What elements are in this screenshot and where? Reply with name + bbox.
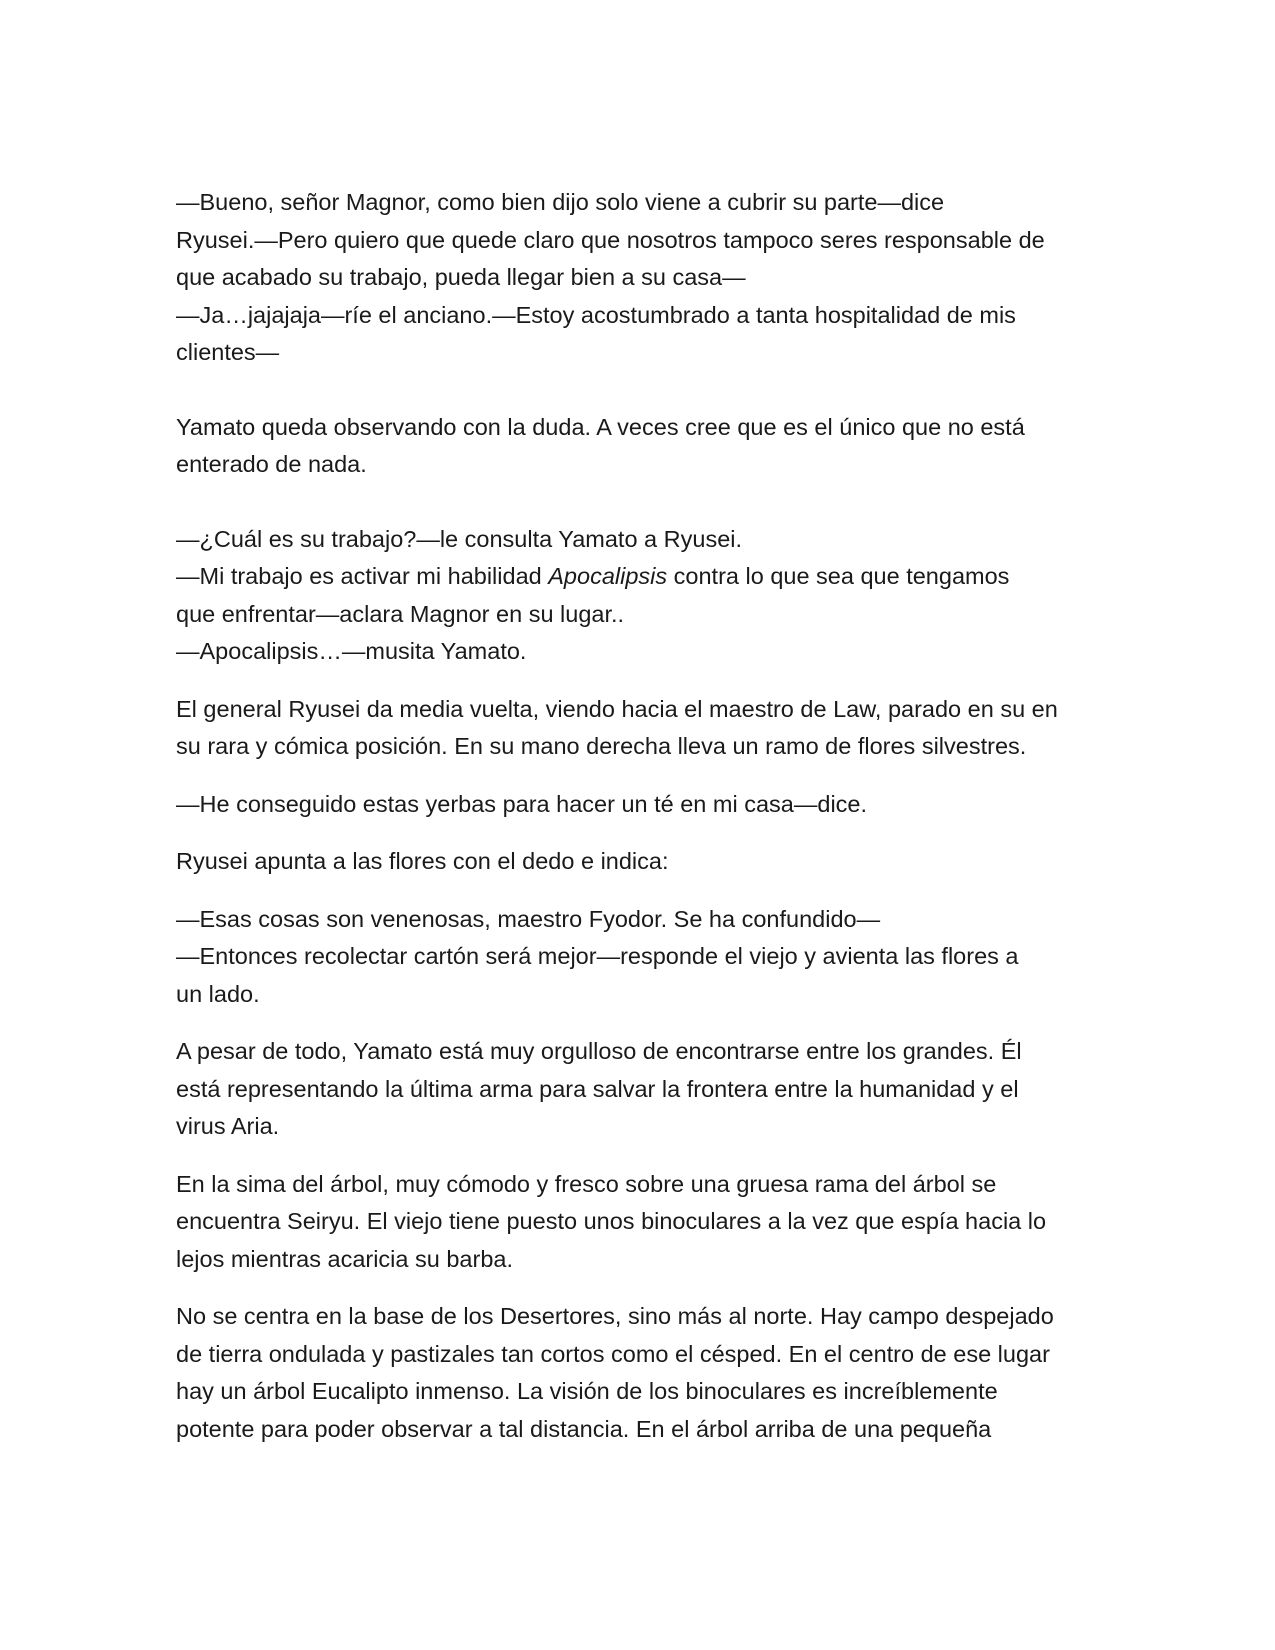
text-line: —Bueno, señor Magnor, como bien dijo solo viene a cubrir su parte—dice [176,189,945,215]
paragraph-ryusei-points [176,843,1106,881]
text-line: encuentra Seiryu. El viejo tiene puesto unos binoculares a la vez que espía hacia lo [176,1208,1047,1234]
text-line-with-italic [176,558,1106,596]
text-line: En la sima del árbol, muy cómodo y fresco sobre una gruesa rama del árbol se [176,1170,997,1197]
text-line: un lado. [176,980,260,1007]
text-run: —Mi trabajo es activar mi habilidad [176,563,549,589]
paragraph-spacer [176,823,1106,843]
text-line: —Entonces recolectar cartón será mejor—responde el viejo y avienta las flores a [176,943,1019,969]
text-line: —¿Cuál es su trabajo?—le consulta Yamato a Ryusei. [176,525,743,552]
text-line: su rara y cómica posición. En su mano derecha lleva un ramo de flores silvestres. [176,733,1027,759]
paragraph-magnor-dialogue [176,184,1106,372]
text-line: —He conseguido estas yerbas para hacer un té en mi casa—dice. [176,790,868,817]
paragraph-trabajo-dialogue [176,521,1106,671]
text-line: hay un árbol Eucalipto inmenso. La visión de los binoculares es increíblemente [176,1378,998,1404]
text-line: —Esas cosas son venenosas, maestro Fyodor. Se ha confundido— [176,905,881,932]
paragraph-spacer [176,1146,1106,1166]
italic-text-run: Apocalipsis [548,563,668,589]
paragraph-yamato-orgulloso [176,1033,1106,1146]
document-page [176,184,1106,1448]
text-line: potente para poder observar a tal distancia. En el árbol arriba de una pequeña [176,1415,992,1442]
text-line: está representando la última arma para salvar la frontera entre la humanidad y el [176,1075,1019,1102]
text-line: que enfrentar—aclara Magnor en su lugar.. [176,600,625,627]
paragraph-yamato-doubt [176,409,1106,484]
text-run: contra lo que sea que tengamos [667,563,1010,589]
paragraph-spacer [176,1278,1106,1298]
text-line: —Ja…jajajaja—ríe el anciano.—Estoy acostumbrado a tanta hospitalidad de mis [176,301,1016,328]
text-line: de tierra ondulada y pastizales tan cortos como el césped. En el centro de ese lugar [176,1340,1050,1367]
text-line: El general Ryusei da media vuelta, viendo hacia el maestro de Law, parado en su en [176,695,1058,722]
text-line: No se centra en la base de los Desertores, sino más al norte. Hay campo despejado [176,1303,1054,1329]
text-line: lejos mientras acaricia su barba. [176,1245,513,1272]
paragraph-ryusei-turns [176,691,1106,766]
text-line: Ryusei apunta a las flores con el dedo e indica: [176,848,669,874]
text-line: virus Aria. [176,1113,280,1139]
paragraph-spacer [176,766,1106,786]
text-line: A pesar de todo, Yamato está muy orgulloso de encontrarse entre los grandes. Él [176,1038,1022,1064]
paragraph-spacer [176,484,1106,521]
text-line: que acabado su trabajo, pueda llegar bien a su casa— [176,264,746,290]
paragraph-venenosas [176,901,1106,1014]
paragraph-campo-norte [176,1298,1106,1448]
paragraph-yerbas [176,786,1106,824]
paragraph-seiryu-arbol [176,1166,1106,1279]
text-line: —Apocalipsis…—musita Yamato. [176,638,527,664]
paragraph-spacer [176,881,1106,901]
text-line: clientes— [176,339,280,365]
text-line: Yamato queda observando con la duda. A veces cree que es el único que no está [176,413,1025,440]
text-line: Ryusei.—Pero quiero que quede claro que nosotros tampoco seres responsable de [176,226,1045,253]
text-line: enterado de nada. [176,451,367,477]
paragraph-spacer [176,372,1106,409]
paragraph-spacer [176,1013,1106,1033]
paragraph-spacer [176,671,1106,691]
